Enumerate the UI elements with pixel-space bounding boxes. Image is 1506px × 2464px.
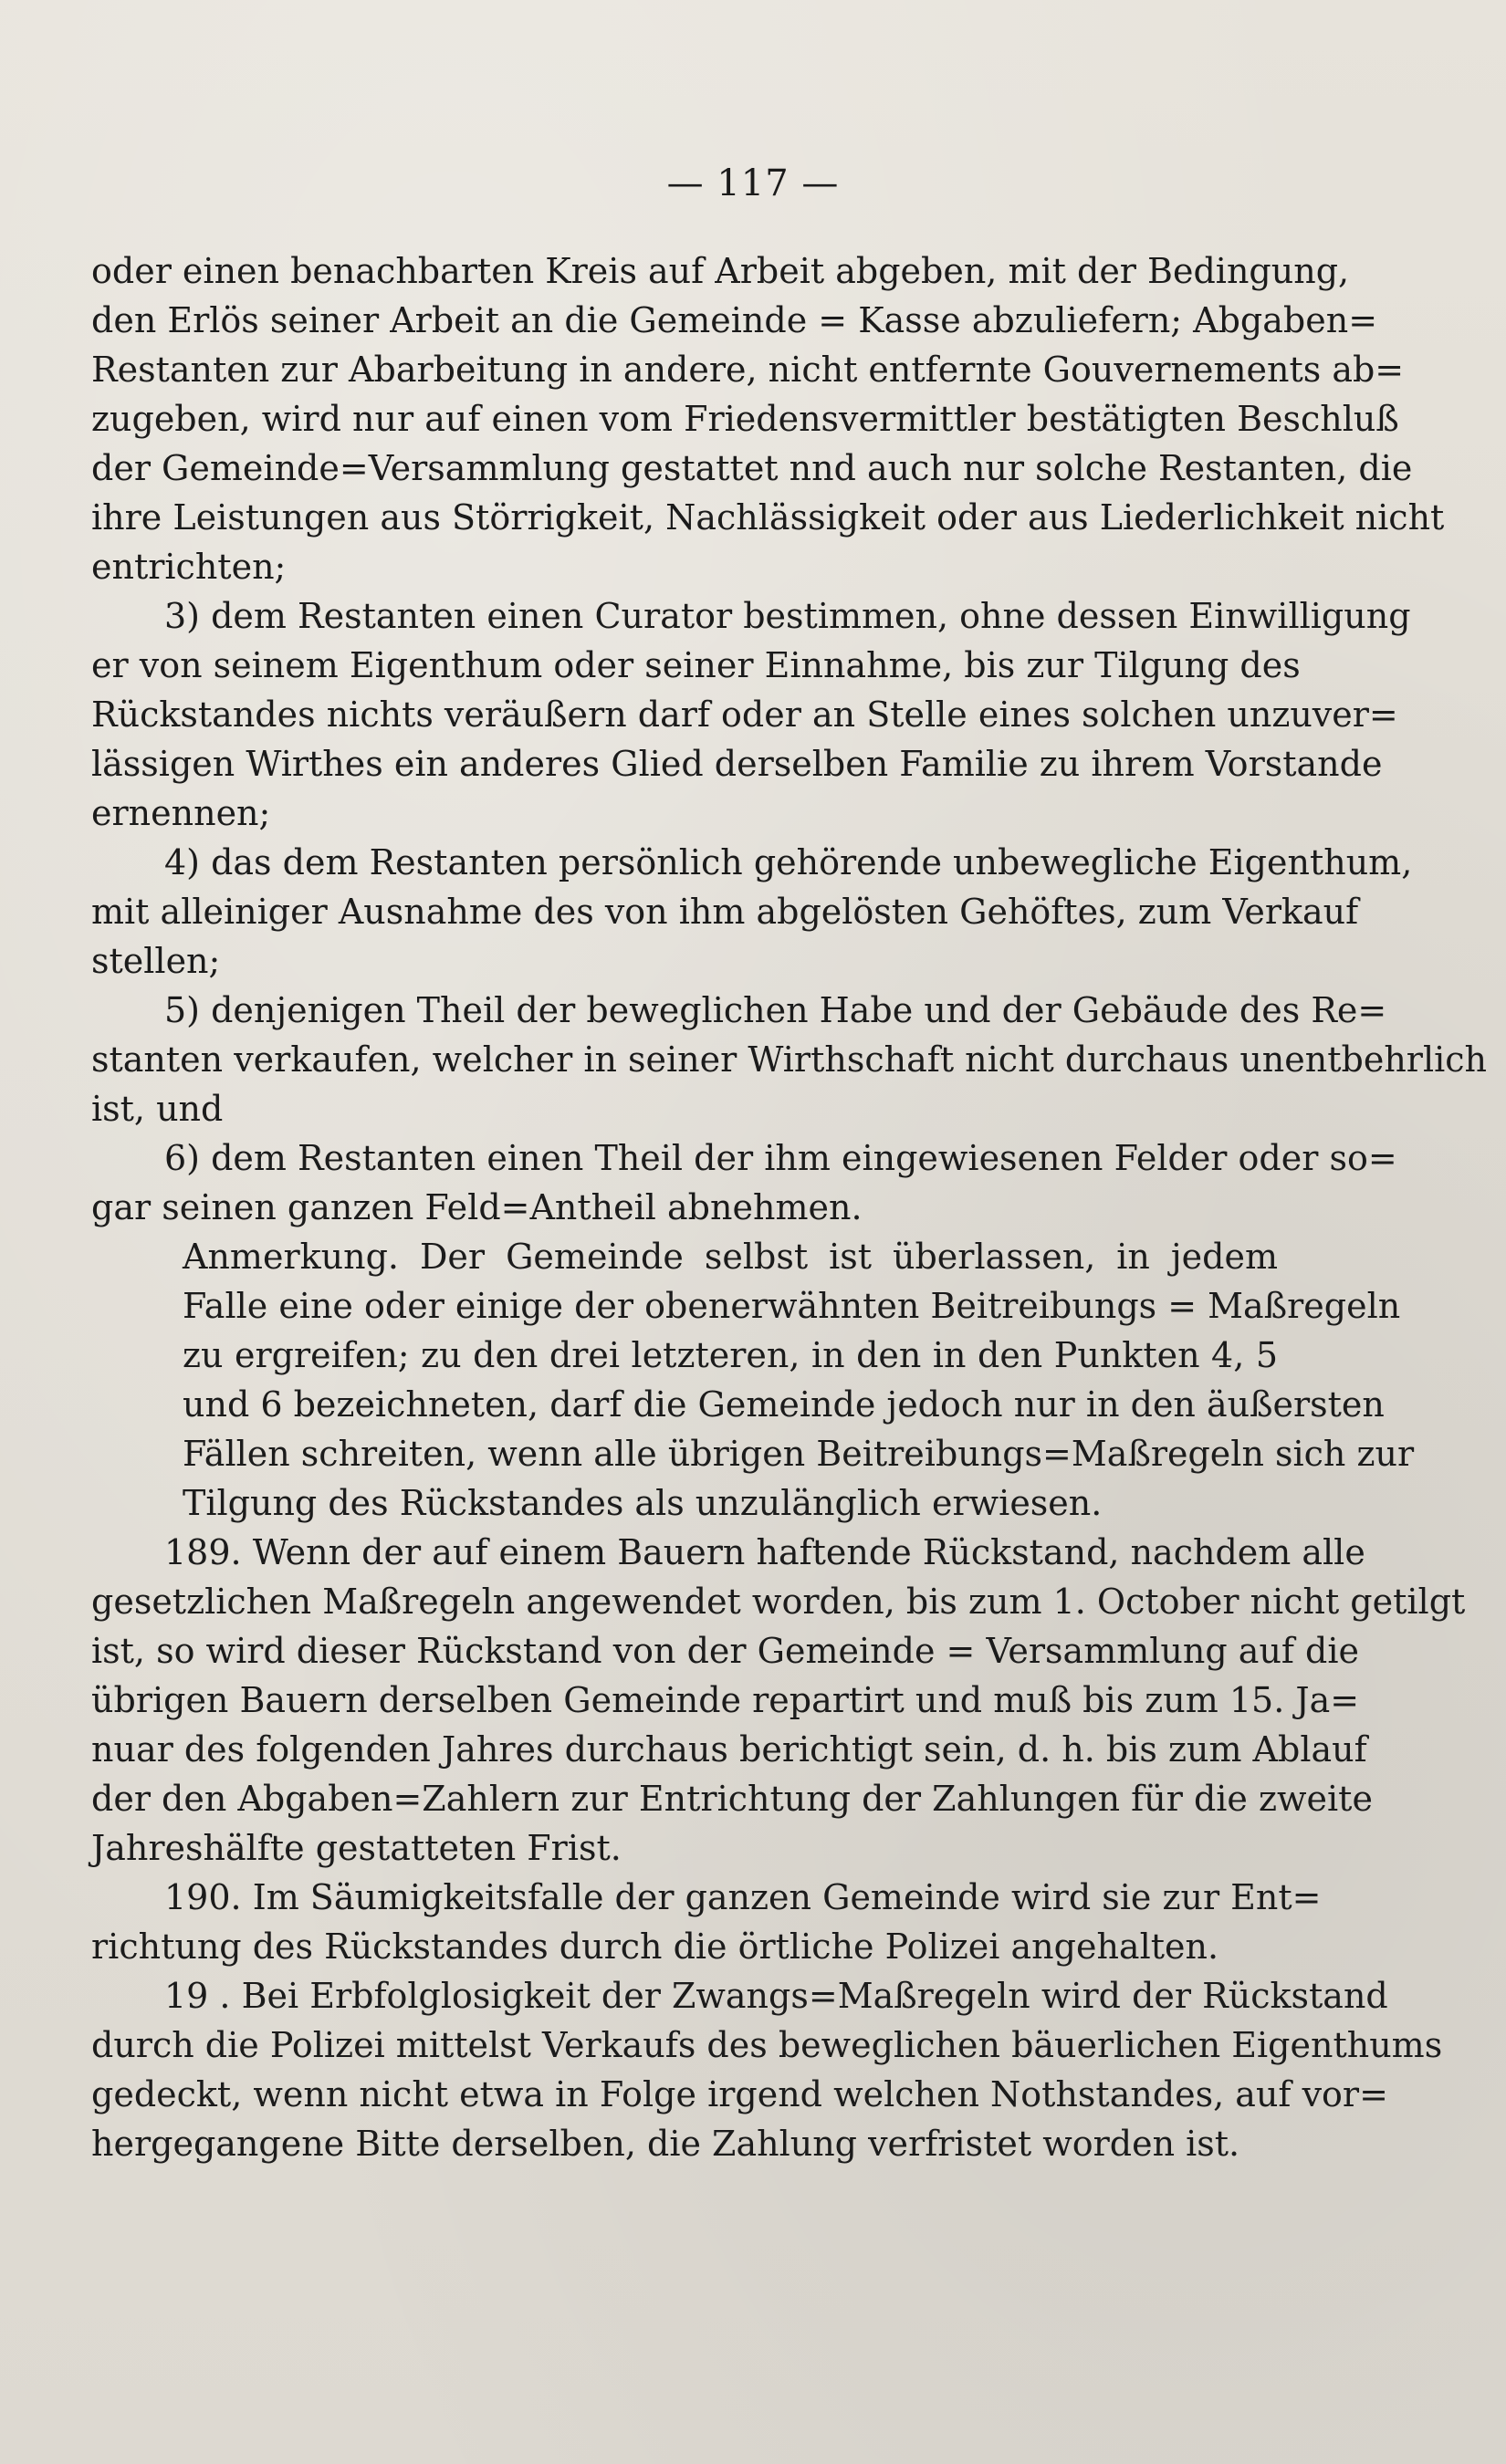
text-line: er von seinem Eigenthum oder seiner Einnahme, bis zur Tilgung des — [91, 645, 1301, 685]
text-line: zugeben, wird nur auf einen vom Friedensvermittler bestätigten Beschluß — [91, 399, 1399, 439]
text-line: mit alleiniger Ausnahme des von ihm abgelösten Gehöftes, zum Verkauf — [91, 892, 1359, 932]
text-line: gar seinen ganzen Feld=Antheil abnehmen. — [91, 1187, 863, 1227]
text-line: der den Abgaben=Zahlern zur Entrichtung der Zahlungen für die zweite — [91, 1779, 1373, 1819]
text-line: stellen; — [91, 941, 221, 981]
text-line: 19 . Bei Erbfolglosigkeit der Zwangs=Maßregeln wird der Rückstand — [164, 1976, 1388, 2016]
text-line: 6) dem Restanten einen Theil der ihm eingewiesenen Felder oder so= — [164, 1138, 1397, 1178]
text-line: ihre Leistungen aus Störrigkeit, Nachlässigkeit oder aus Liederlichkeit nicht — [91, 497, 1445, 538]
text-line: hergegangene Bitte derselben, die Zahlung verfristet worden ist. — [91, 2124, 1240, 2164]
text-line: übrigen Bauern derselben Gemeinde repartirt und muß bis zum 15. Ja= — [91, 1680, 1360, 1720]
text-line: Anmerkung. Der Gemeinde selbst ist überlassen, in jedem — [183, 1237, 1278, 1277]
text-line: Jahreshälfte gestatteten Frist. — [91, 1828, 622, 1868]
text-line: ist, und — [91, 1089, 224, 1129]
text-line: zu ergreifen; zu den drei letzteren, in den in den Punkten 4, 5 — [183, 1335, 1278, 1375]
text-line: entrichten; — [91, 547, 287, 587]
text-line: ernennen; — [91, 793, 271, 833]
text-line: Rückstandes nichts veräußern darf oder an Stelle eines solchen unzuver= — [91, 694, 1398, 735]
text-line: den Erlös seiner Arbeit an die Gemeinde = Kasse abzuliefern; Abgaben= — [91, 300, 1378, 340]
text-line: Restanten zur Abarbeitung in andere, nicht entfernte Gouvernements ab= — [91, 350, 1405, 390]
text-line: nuar des folgenden Jahres durchaus berichtigt sein, d. h. bis zum Ablauf — [91, 1729, 1367, 1770]
text-line: und 6 bezeichneten, darf die Gemeinde jedoch nur in den äußersten — [183, 1384, 1385, 1425]
text-line: Fällen schreiten, wenn alle übrigen Beitreibungs=Maßregeln sich zur — [183, 1434, 1415, 1474]
text-line: Falle eine oder einige der obenerwähnten Beitreibungs = Maßregeln — [183, 1286, 1401, 1326]
text-line: 5) denjenigen Theil der beweglichen Habe und der Gebäude des Re= — [164, 990, 1387, 1030]
text-line: durch die Polizei mittelst Verkaufs des beweglichen bäuerlichen Eigenthums — [91, 2025, 1443, 2065]
text-line: 189. Wenn der auf einem Bauern haftende Rückstand, nachdem alle — [164, 1532, 1365, 1572]
text-line: Tilgung des Rückstandes als unzulänglich erwiesen. — [183, 1483, 1103, 1523]
text-line: 190. Im Säumigkeitsfalle der ganzen Gemeinde wird sie zur Ent= — [164, 1877, 1322, 1917]
page-number: — 117 — — [666, 162, 840, 204]
text-line: lässigen Wirthes ein anderes Glied derselben Familie zu ihrem Vorstande — [91, 744, 1383, 784]
body-text — [91, 246, 1488, 2168]
text-line: ist, so wird dieser Rückstand von der Gemeinde = Versammlung auf die — [91, 1631, 1360, 1671]
text-line: gesetzlichen Maßregeln angewendet worden, bis zum 1. October nicht getilgt — [91, 1582, 1466, 1622]
text-line: stanten verkaufen, welcher in seiner Wirthschaft nicht durchaus unentbehrlich — [91, 1039, 1488, 1080]
text-line: 3) dem Restanten einen Curator bestimmen, ohne dessen Einwilligung — [164, 596, 1411, 636]
text-line: richtung des Rückstandes durch die örtliche Polizei angehalten. — [91, 1926, 1219, 1967]
text-line: 4) das dem Restanten persönlich gehörende unbewegliche Eigenthum, — [164, 842, 1413, 882]
text-line: gedeckt, wenn nicht etwa in Folge irgend welchen Nothstandes, auf vor= — [91, 2074, 1388, 2114]
text-line: der Gemeinde=Versammlung gestattet nnd auch nur solche Restanten, die — [91, 448, 1413, 488]
text-line: oder einen benachbarten Kreis auf Arbeit abgeben, mit der Bedingung, — [91, 251, 1350, 291]
